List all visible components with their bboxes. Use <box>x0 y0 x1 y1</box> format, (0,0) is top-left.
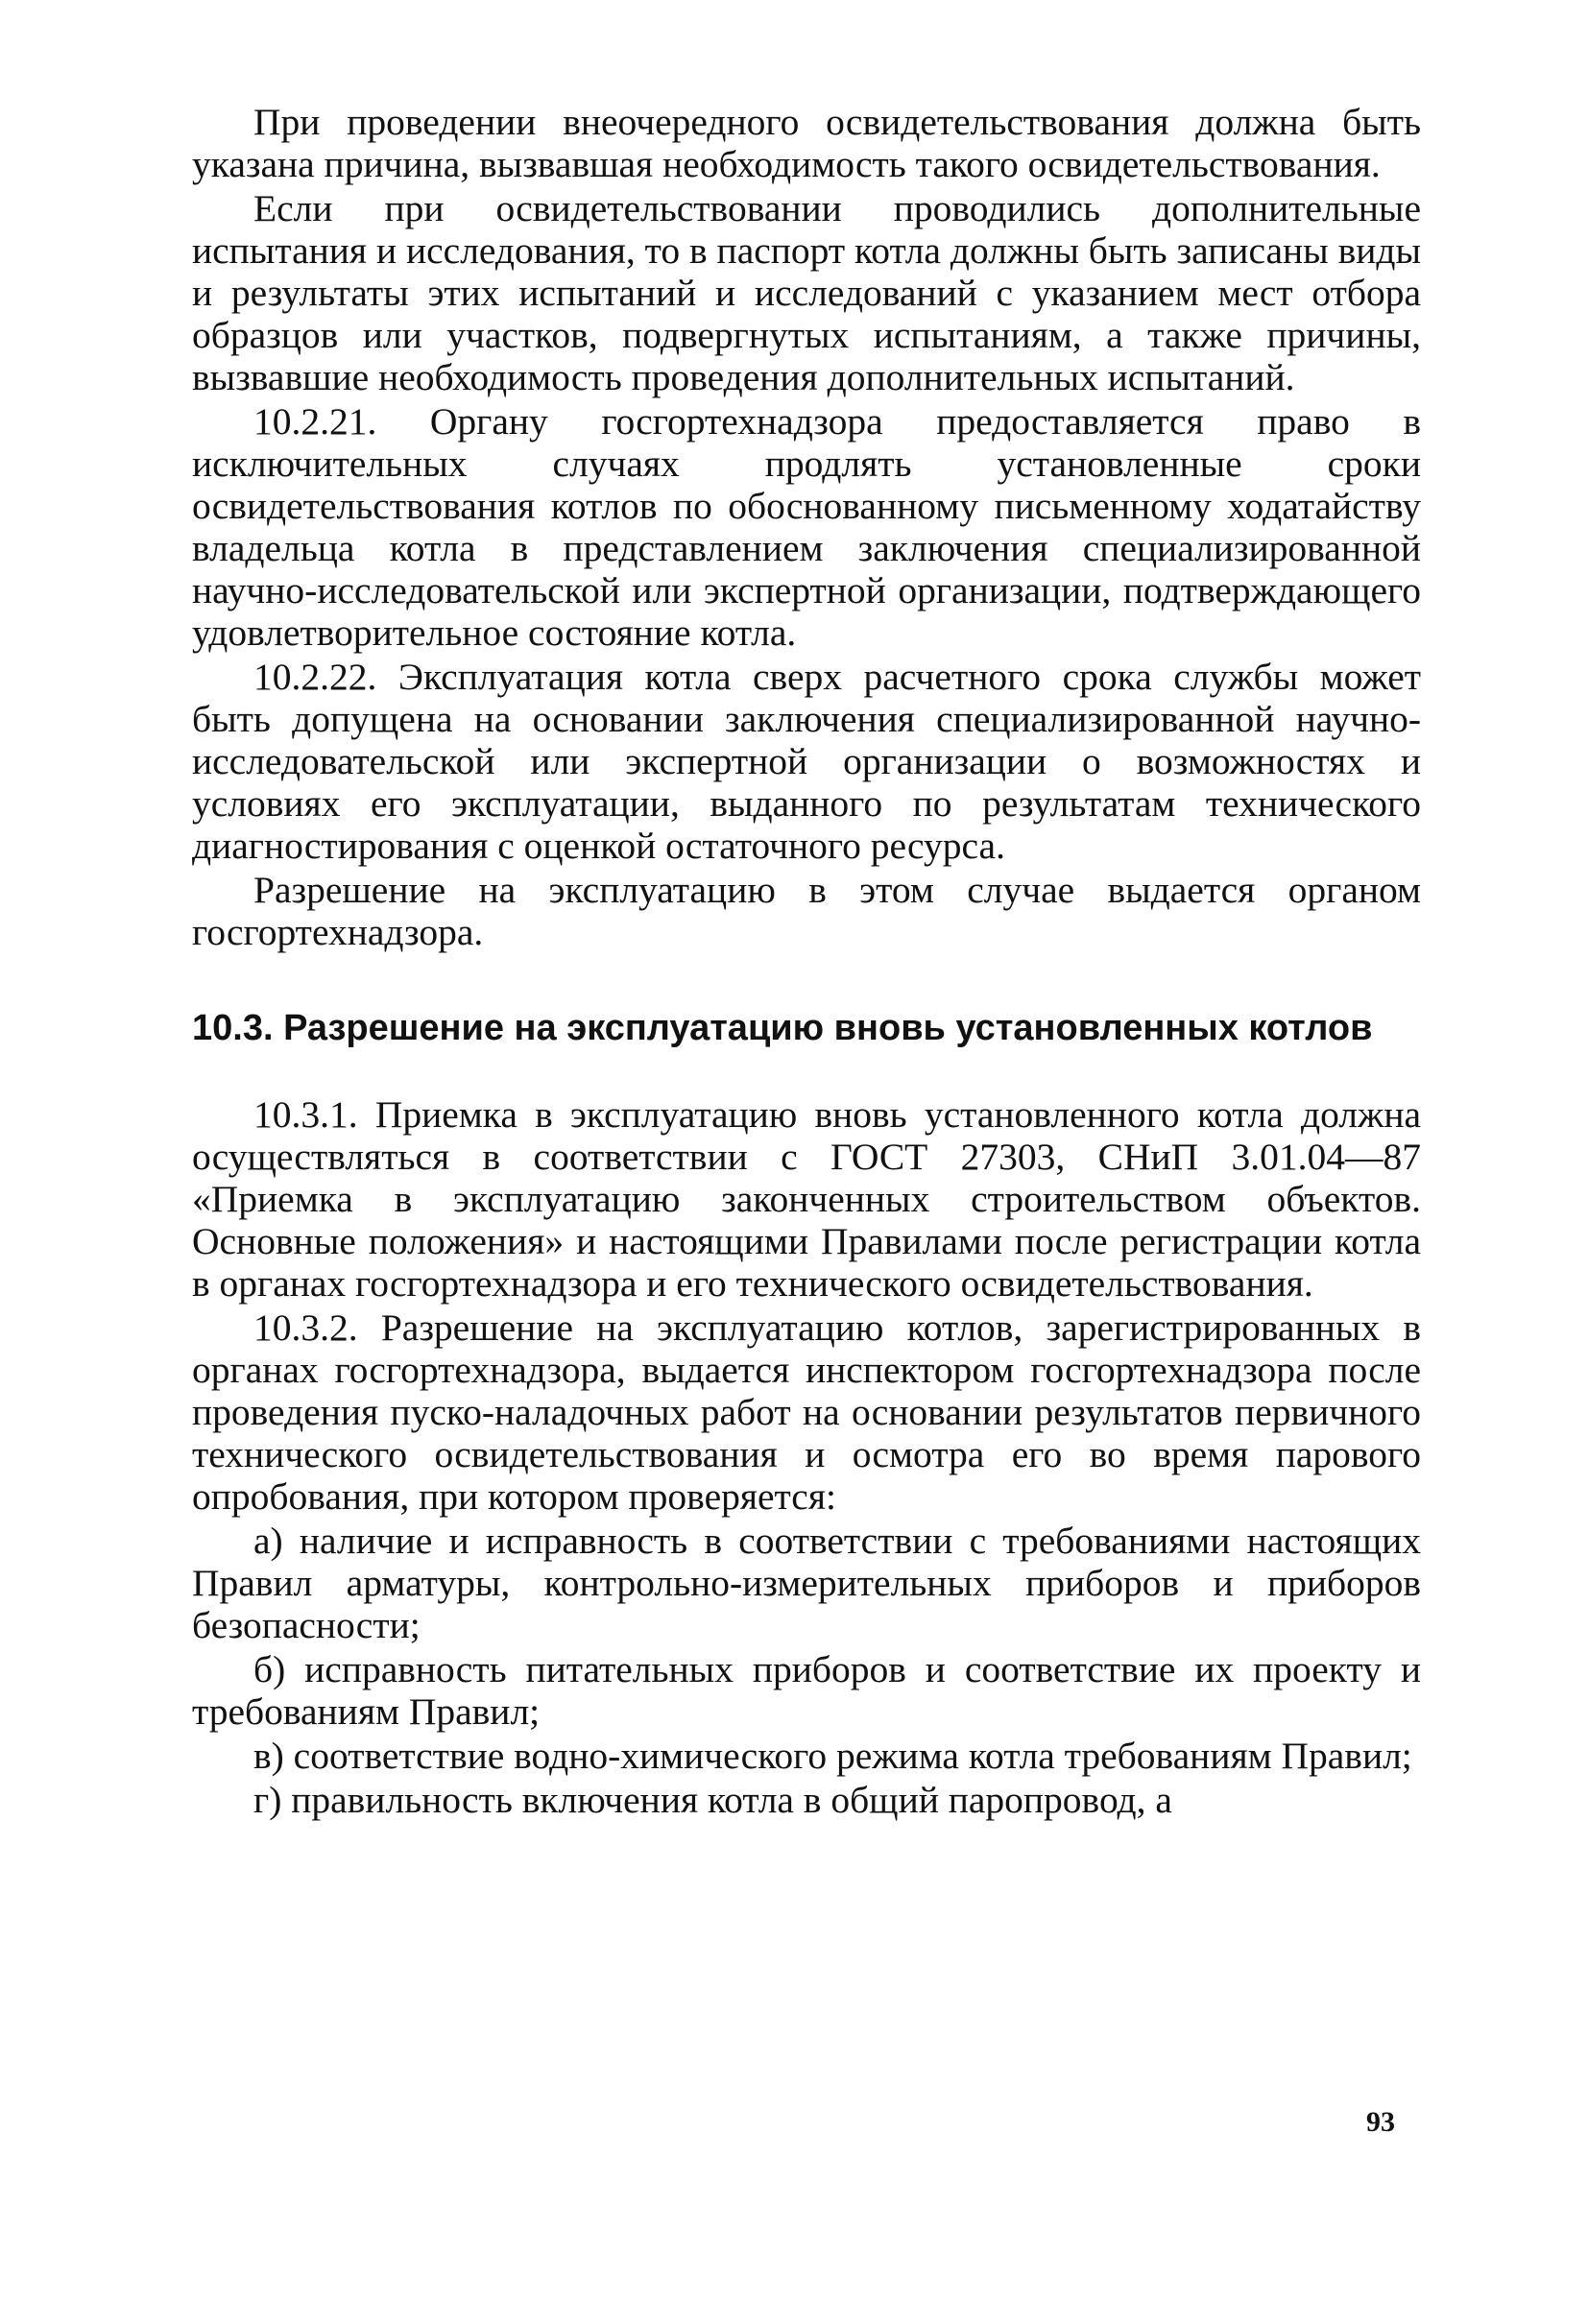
document-page <box>192 101 1421 1821</box>
paragraph-10-2-21: 10.2.21. Органу госгортехнадзора предоставляется право в исключительных случаях продлять установленные сроки освидетельствования котлов по обоснованному письменному ходатайству владельца котла в представлением заключения специализированной научно-исследовательской или экспертной организации, подтверждающего удовлетворительное состояние котла. <box>192 400 1421 654</box>
paragraph-10-3-1: 10.3.1. Приемка в эксплуатацию вновь установленного котла должна осуществляться в соответствии с ГОСТ 27303, СНиП 3.01.04—87 «Приемка в эксплуатацию законченных строительством объектов. Основные положения» и настоящими Правилами после регистрации котла в органах госгортехнадзора и его технического освидетельствования. <box>192 1093 1421 1305</box>
list-item-g: г) правильность включения котла в общий паропровод, а <box>253 1779 1172 1821</box>
paragraph-10-3-2: 10.3.2. Разрешение на эксплуатацию котлов, зарегистрированных в органах госгортехнадзора, выдается инспектором госгортехнадзора после проведения пуско-наладочных работ на основании результатов первичного технического освидетельствования и осмотра его во время парового опробования, при котором проверяется: <box>192 1306 1421 1518</box>
list-item-a: а) наличие и исправность в соответствии с требованиями настоящих Правил арматуры, контрольно-измерительных приборов и приборов безопасности; <box>192 1520 1421 1646</box>
section-heading-10-3: 10.3. Разрешение на эксплуатацию вновь установленных котлов <box>192 1008 1373 1048</box>
page-number: 93 <box>1366 2106 1395 2138</box>
paragraph-operation-permit: Разрешение на эксплуатацию в этом случае выдается органом госгортехнадзора. <box>192 869 1421 953</box>
list-item-b: б) исправность питательных приборов и соответствие их проекту и требованиям Правил; <box>192 1648 1421 1733</box>
paragraph-10-2-22: 10.2.22. Эксплуатация котла сверх расчетного срока службы может быть допущена на основании заключения специализированной научно-исследовательской или экспертной организации о возможностях и условиях его эксплуатации, выданного по результатам технического диагностирования с оценкой остаточного ресурса. <box>192 656 1421 867</box>
paragraph-extraordinary-inspection-reason: При проведении внеочередного освидетельствования должна быть указана причина, вызвавшая необходимость такого освидетельствования. <box>192 101 1421 185</box>
paragraph-additional-tests: Если при освидетельствовании проводились дополнительные испытания и исследования, то в паспорт котла должны быть записаны виды и результаты этих испытаний и исследований с указанием мест отбора образцов или участков, подвергнутых испытаниям, а также причины, вызвавшие необходимость проведения дополнительных испытаний. <box>192 187 1421 398</box>
list-item-v: в) соответствие водно-химического режима котла требованиям Правил; <box>253 1735 1412 1777</box>
